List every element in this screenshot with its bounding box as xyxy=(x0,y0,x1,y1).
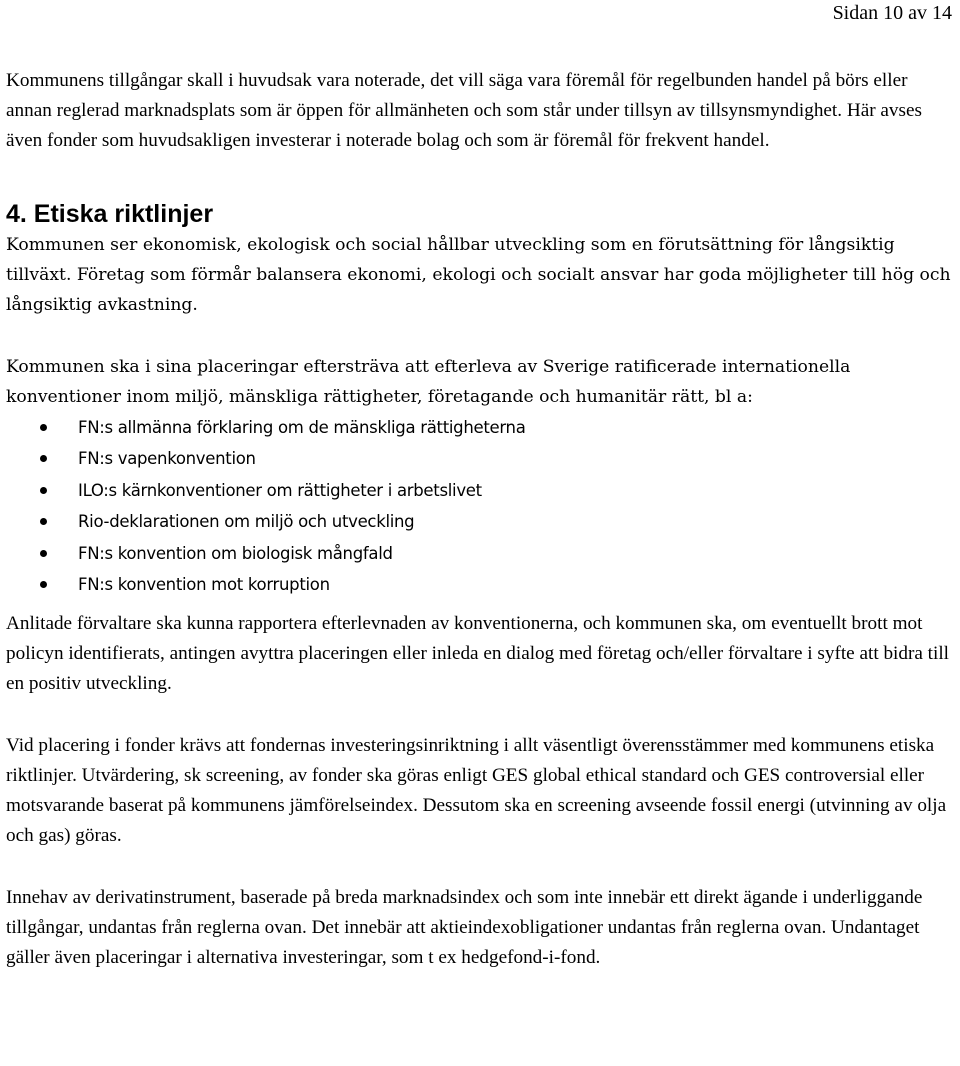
bullet-icon xyxy=(40,581,47,588)
list-item-text: FN:s konvention mot korruption xyxy=(78,574,330,594)
list-item xyxy=(6,538,956,569)
list-item-text: Rio-deklarationen om miljö och utveckling xyxy=(78,512,415,532)
list-item xyxy=(6,569,956,600)
section-heading-etiska-riktlinjer: 4. Etiska riktlinjer xyxy=(6,200,214,228)
list-item-text: FN:s konvention om biologisk mångfald xyxy=(78,543,393,563)
document-body xyxy=(6,66,956,973)
ethics-paragraph-4: Vid placering i fonder krävs att fondernas investeringsinriktning i allt väsentligt överensstämmer med kommunens etiska riktlinjer. Utvärdering, sk screening, av fonder ska göras enligt GES global ethical standard och GES controversial eller motsvarande baserat på kommunens jämförelseindex. Dessutom ska en screening avseende fossil energi (utvinning av olja och gas) göras. xyxy=(6,735,947,847)
ethics-paragraph-3: Anlitade förvaltare ska kunna rapportera efterlevnaden av konventionerna, och kommunen ska, om eventuellt brott mot policyn identifierats, antingen avyttra placeringen eller inleda en dialog med företag och/eller förvaltare i syfte att bidra till en positiv utveckling. xyxy=(6,613,950,695)
ethics-paragraph-1: Kommunen ser ekonomisk, ekologisk och social hållbar utveckling som en förutsättning för långsiktig tillväxt. Företag som förmår balansera ekonomi, ekologi och socialt ansvar har goda möjligheter till hög och långsiktig avkastning. xyxy=(6,235,951,315)
page-number: Sidan 10 av 14 xyxy=(832,2,952,24)
intro-paragraph: Kommunens tillgångar skall i huvudsak vara noterade, det vill säga vara föremål för regelbunden handel på börs eller annan reglerad marknadsplats som är öppen för allmänheten och som står under tillsyn av tillsynsmyndighet. Här avses även fonder som huvudsakligen investerar i noterade bolag och som är föremål för frekvent handel. xyxy=(6,70,922,151)
list-item-text: FN:s vapenkonvention xyxy=(78,449,256,469)
bullet-icon xyxy=(40,424,47,431)
bullet-icon xyxy=(40,518,47,525)
list-item xyxy=(6,412,956,443)
bullet-icon xyxy=(40,487,47,494)
list-item-text: FN:s allmänna förklaring om de mänskliga rättigheterna xyxy=(78,418,526,437)
bullet-icon xyxy=(40,550,47,557)
list-item xyxy=(6,506,956,537)
list-item xyxy=(6,475,956,506)
list-item-text: ILO:s kärnkonventioner om rättigheter i arbetslivet xyxy=(78,480,482,500)
bullet-icon xyxy=(40,455,47,462)
list-item xyxy=(6,443,956,474)
ethics-paragraph-5: Innehav av derivatinstrument, baserade på breda marknadsindex och som inte innebär ett direkt ägande i underliggande tillgångar, undantas från reglerna ovan. Det innebär att aktieindexobligationer undantas från reglerna ovan. Undantaget gäller även placeringar i alternativa investeringar, som t ex hedgefond-i-fond. xyxy=(6,887,923,969)
ethics-paragraph-2: Kommunen ska i sina placeringar eftersträva att efterleva av Sverige ratificerade internationella konventioner inom miljö, mänskliga rättigheter, företagande och humanitär rätt, bl a: xyxy=(6,357,851,407)
conventions-list xyxy=(6,412,956,600)
